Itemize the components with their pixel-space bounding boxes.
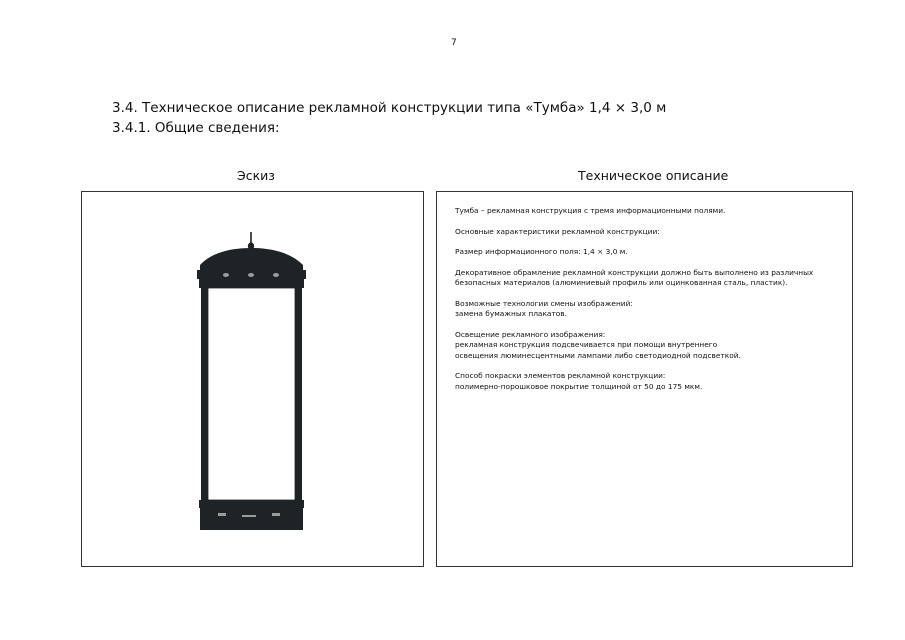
description-paragraph <box>455 330 835 362</box>
tumba-sketch-image <box>196 232 307 530</box>
base-ornament-2 <box>242 515 256 517</box>
description-paragraph <box>455 247 835 258</box>
description-line: замена бумажных плакатов. <box>455 309 567 318</box>
page-number: 7 <box>451 38 457 48</box>
description-paragraph <box>455 371 835 392</box>
description-paragraph <box>455 299 835 320</box>
description-line: Освещение рекламного изображения: <box>455 329 606 339</box>
sketch-column-title: Эскиз <box>237 168 275 183</box>
description-line: рекламная конструкция подсвечивается при помощи внутреннего <box>455 340 718 349</box>
description-line: Основные характеристики рекламной конструкции: <box>455 226 660 236</box>
finial-spike <box>250 232 252 244</box>
description-column-title: Техническое описание <box>578 168 729 183</box>
cornice-ornament-left <box>223 273 229 277</box>
description-paragraph <box>455 206 835 217</box>
cornice-ornament-center <box>248 273 254 277</box>
subsection-heading: 3.4.1. Общие сведения: <box>112 120 280 136</box>
description-line: Возможные технологии смены изображений: <box>455 298 633 308</box>
description-line: безопасных материалов (алюминиевый профиль или оцинкованная сталь, пластик). <box>455 278 788 287</box>
poster-field <box>208 288 295 500</box>
description-line: Способ покраски элементов рекламной конструкции: <box>455 371 666 380</box>
right-post <box>295 288 302 502</box>
description-paragraph <box>455 227 835 238</box>
base-band <box>199 500 304 508</box>
description-line: Тумба – рекламная конструкция с тремя информационными полями. <box>455 206 726 215</box>
base-ornament-3 <box>272 513 280 516</box>
description-paragraph <box>455 268 835 289</box>
base-pedestal <box>200 508 303 530</box>
cornice-ornament-right <box>273 273 279 277</box>
left-post <box>201 288 208 502</box>
section-heading: 3.4. Техническое описание рекламной конструкции типа «Тумба» 1,4 × 3,0 м <box>112 100 667 116</box>
description-text <box>455 206 835 402</box>
description-panel <box>436 191 853 567</box>
dome-roof <box>200 248 303 272</box>
description-line: освещения люминесцентными лампами либо светодиодной подсветкой. <box>455 350 741 360</box>
description-line: полимерно-порошковое покрытие толщиной от 50 до 175 мкм. <box>455 381 703 391</box>
description-line: Декоративное обрамление рекламной конструкции должно быть выполнено из различных <box>455 267 814 277</box>
description-line: Размер информационного поля: 1,4 × 3,0 м. <box>455 247 628 256</box>
base-ornament-1 <box>218 513 226 516</box>
cornice-lip <box>199 279 304 288</box>
